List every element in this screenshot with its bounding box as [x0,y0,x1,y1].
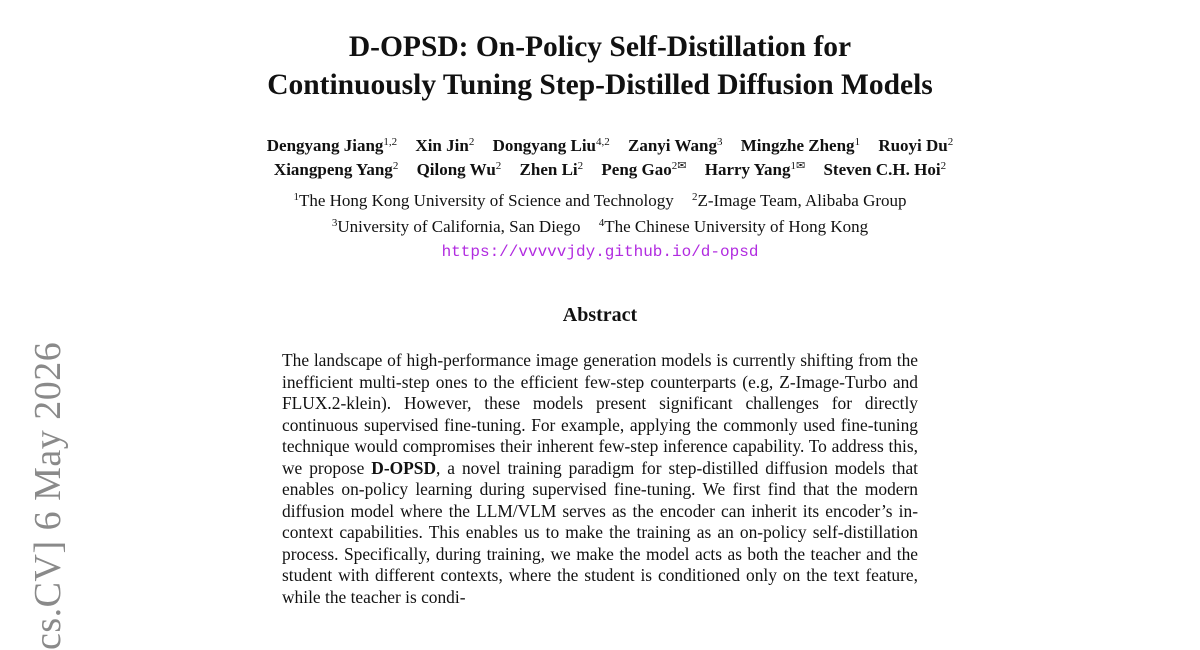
affiliation-row-1 [150,188,1050,214]
author: Zanyi Wang$^3$ [628,136,723,155]
author: Ruoyi Du$^2$ [878,136,954,155]
author-row-2 [150,158,1070,182]
paper-title [150,28,1050,104]
author: Dongyang Liu$^{4,2}$ [492,136,610,155]
arxiv-side-stamp: cs.CV] 6 May 2026 [27,341,69,650]
abstract-heading: Abstract [562,304,638,326]
author: Peng Gao$^{2✉}$ [601,160,687,179]
affiliation-row-2 [150,214,1050,240]
abstract-text-part-2: , a novel training paradigm for step-distilled diffusion models that enables on-policy learning during supervised fine-tuning. We first find that the modern diffusion model where the LLM/VLM serves as the encoder can inherit its encoder’s in-context capabilities. This enables us to make the training as an on-policy self-distillation process. Specifically, during training, we make the model acts as both the teacher and the student with different contexts, where the student is conditioned only on the text feature, while the teacher is condi- [282,457,918,607]
project-url-link[interactable]: https://vvvvvjdy.github.io/d-opsd [441,243,759,261]
affiliation: $^2$Z-Image Team, Alibaba Group [691,191,907,210]
abstract-body [282,350,918,608]
title-line-2: Continuously Tuning Step-Distilled Diffusion Models [267,69,933,101]
author: Dengyang Jiang$^{1,2}$ [266,136,398,155]
author: Zhen Li$^2$ [519,160,584,179]
author: Xiangpeng Yang$^2$ [273,160,399,179]
author: Mingzhe Zheng$^1$ [740,136,861,155]
author: Steven C.H. Hoi$^2$ [823,160,947,179]
affiliation: $^1$The Hong Kong University of Science and Technology [293,191,674,210]
author-row-1 [150,134,1070,158]
author: Harry Yang$^{1✉}$ [704,160,806,179]
affiliation: $^4$The Chinese University of Hong Kong [598,217,869,236]
method-name: D-OPSD [371,457,436,478]
author: Xin Jin$^2$ [415,136,475,155]
author-list [150,134,1070,182]
affiliation-list [150,188,1050,240]
abstract-text-part-1: The landscape of high-performance image generation models is currently shifting from the inefficient multi-step ones to the efficient few-step counterparts (e.g, Z-Image-Turbo and FLUX.2-klein). However, these models present significant challenges for directly continuous supervised fine-tuning. For example, applying the commonly used fine-tuning technique would compromises their inherent few-step inference capability. To address this, we propose [282,350,918,478]
affiliation: $^3$University of California, San Diego [331,217,581,236]
author: Qilong Wu$^2$ [416,160,502,179]
title-line-1: D-OPSD: On-Policy Self-Distillation for [348,31,852,63]
